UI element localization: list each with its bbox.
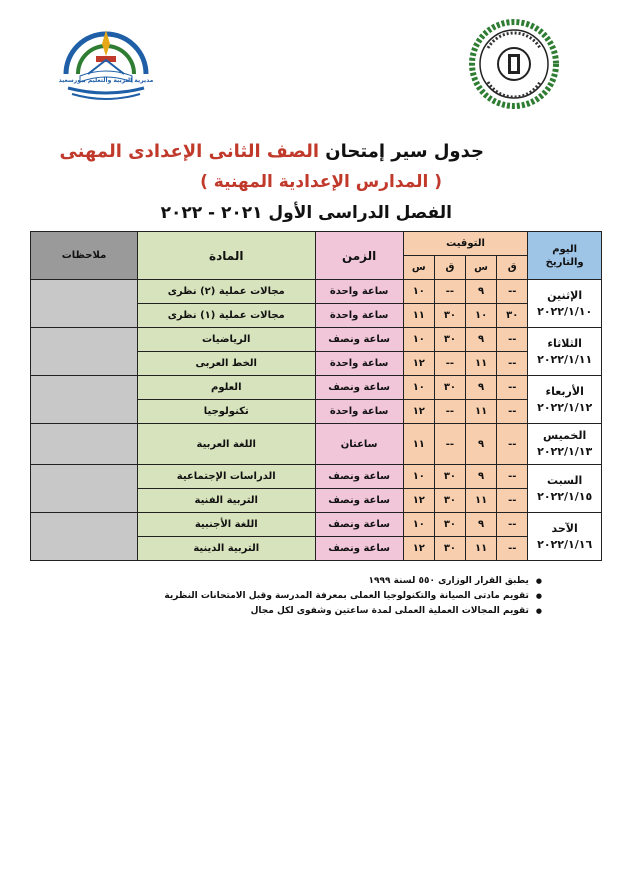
notes-list xyxy=(164,574,542,619)
notes-cell xyxy=(31,465,138,513)
time-from-hour: ١١ xyxy=(466,537,497,561)
table-row xyxy=(31,328,602,352)
time-from-minutes: -- xyxy=(497,352,528,376)
time-to-hour: ١٠ xyxy=(403,328,434,352)
timing-subheader: ق xyxy=(434,256,465,280)
exam-schedule-table xyxy=(30,231,602,561)
time-to-minutes: ٣٠ xyxy=(434,537,465,561)
day-name: الثلاثاء xyxy=(547,336,582,350)
time-to-hour: ١٢ xyxy=(403,489,434,513)
day-date-cell xyxy=(528,465,602,513)
day-date-cell xyxy=(528,513,602,561)
note-item: ● تقويم مادتى الصيانة والتكنولوجيا العملى بمعرفة المدرسة وقبل الامتحانات النظرية xyxy=(164,589,542,604)
time-from-minutes: -- xyxy=(497,465,528,489)
governorate-seal-logo xyxy=(468,18,560,110)
directorate-logo-text: مديرية التربية والتعليم ببورسعيد xyxy=(58,77,154,84)
duration-cell: ساعة واحدة xyxy=(315,304,403,328)
subject-cell: الخط العربى xyxy=(137,352,315,376)
day-date: ٢٠٢٢/١/١٢ xyxy=(537,400,593,414)
day-name: الإثنين xyxy=(547,288,583,302)
time-to-minutes: ٣٠ xyxy=(434,304,465,328)
time-from-hour: ١١ xyxy=(466,489,497,513)
day-header-line1: اليوم xyxy=(552,243,578,255)
duration-cell: ساعة ونصف xyxy=(315,465,403,489)
table-row xyxy=(31,280,602,304)
title-grade: الصف الثانى xyxy=(208,141,319,162)
timing-header: التوقيت xyxy=(403,232,528,256)
time-to-hour: ١٠ xyxy=(403,465,434,489)
time-from-minutes: -- xyxy=(497,537,528,561)
notes-header: ملاحظات xyxy=(31,232,138,280)
table-row xyxy=(31,376,602,400)
term-subtitle: الفصل الدراسى الأول ٢٠٢١ - ٢٠٢٢ xyxy=(160,203,452,223)
day-date: ٢٠٢٢/١/١٣ xyxy=(537,445,593,458)
title-prefix: جدول سير إمتحان xyxy=(325,141,484,162)
directorate-logo xyxy=(58,16,154,108)
time-from-minutes: ٣٠ xyxy=(497,304,528,328)
subject-cell: مجالات عملية (٢) نظرى xyxy=(137,280,315,304)
duration-cell: ساعة واحدة xyxy=(315,352,403,376)
subject-cell: تكنولوجيا xyxy=(137,400,315,424)
table-row xyxy=(31,513,602,537)
timing-subheader: س xyxy=(403,256,434,280)
time-from-hour: ٩ xyxy=(466,328,497,352)
time-from-hour: ٩ xyxy=(466,280,497,304)
duration-cell: ساعة ونصف xyxy=(315,537,403,561)
title-suffix: الإعدادى المهنى xyxy=(59,141,203,162)
timing-subheader: ق xyxy=(497,256,528,280)
notes-cell xyxy=(31,328,138,376)
duration-cell: ساعة ونصف xyxy=(315,513,403,537)
time-to-minutes: ٣٠ xyxy=(434,513,465,537)
time-to-minutes: ٣٠ xyxy=(434,489,465,513)
time-to-minutes: -- xyxy=(434,424,465,465)
subject-cell: العلوم xyxy=(137,376,315,400)
exam-title xyxy=(59,141,484,162)
day-date-cell xyxy=(528,280,602,328)
time-from-hour: ٩ xyxy=(466,465,497,489)
time-to-minutes: ٣٠ xyxy=(434,376,465,400)
duration-header: الزمن xyxy=(315,232,403,280)
notes-cell xyxy=(31,280,138,328)
time-to-hour: ١٠ xyxy=(403,376,434,400)
time-from-minutes: -- xyxy=(497,424,528,465)
day-date: ٢٠٢٢/١/١١ xyxy=(537,352,593,366)
time-from-minutes: -- xyxy=(497,376,528,400)
time-to-minutes: -- xyxy=(434,280,465,304)
day-date-cell xyxy=(528,424,602,465)
time-from-minutes: -- xyxy=(497,513,528,537)
time-from-minutes: -- xyxy=(497,280,528,304)
table-row xyxy=(31,424,602,465)
day-date-header xyxy=(528,232,602,280)
time-from-minutes: -- xyxy=(497,400,528,424)
day-name: السبت xyxy=(547,473,583,487)
notes-cell xyxy=(31,376,138,424)
time-to-hour: ١٢ xyxy=(403,352,434,376)
subject-cell: مجالات عملية (١) نظرى xyxy=(137,304,315,328)
day-date: ٢٠٢٢/١/١٥ xyxy=(537,489,593,503)
time-from-hour: ١١ xyxy=(466,352,497,376)
time-from-minutes: -- xyxy=(497,328,528,352)
duration-cell: ساعة ونصف xyxy=(315,489,403,513)
duration-cell: ساعة واحدة xyxy=(315,400,403,424)
time-from-hour: ٩ xyxy=(466,424,497,465)
time-to-hour: ١٠ xyxy=(403,280,434,304)
timing-subheader: س xyxy=(466,256,497,280)
notes-cell xyxy=(31,424,138,465)
subject-cell: الدراسات الإجتماعية xyxy=(137,465,315,489)
day-date: ٢٠٢٢/١/١٠ xyxy=(537,304,593,318)
table-row xyxy=(31,465,602,489)
note-item: ● تقويم المجالات العملية العملى لمدة ساعتين وشفوى لكل مجال xyxy=(164,604,542,619)
duration-cell: ساعة ونصف xyxy=(315,376,403,400)
subject-header: المادة xyxy=(137,232,315,280)
day-name: الخميس xyxy=(543,429,587,442)
duration-cell: ساعة ونصف xyxy=(315,328,403,352)
subject-cell: اللغة العربية xyxy=(137,424,315,465)
subject-cell: اللغة الأجنبية xyxy=(137,513,315,537)
time-to-hour: ١١ xyxy=(403,304,434,328)
time-from-minutes: -- xyxy=(497,489,528,513)
time-from-hour: ١٠ xyxy=(466,304,497,328)
time-to-hour: ١٢ xyxy=(403,537,434,561)
duration-cell: ساعة واحدة xyxy=(315,280,403,304)
day-name: الآحد xyxy=(551,521,578,535)
note-item: ● يطبق القرار الوزارى ٥٥٠ لسنة ١٩٩٩ xyxy=(164,574,542,589)
day-date: ٢٠٢٢/١/١٦ xyxy=(537,537,593,551)
day-date-cell xyxy=(528,328,602,376)
time-to-minutes: ٣٠ xyxy=(434,328,465,352)
duration-cell: ساعتان xyxy=(315,424,403,465)
time-from-hour: ٩ xyxy=(466,513,497,537)
schools-subtitle: ( المدارس الإعدادية المهنية ) xyxy=(200,172,442,192)
time-to-hour: ١٢ xyxy=(403,400,434,424)
time-from-hour: ١١ xyxy=(466,400,497,424)
day-name: الأربعاء xyxy=(545,384,584,398)
time-to-hour: ١١ xyxy=(403,424,434,465)
notes-cell xyxy=(31,513,138,561)
time-to-hour: ١٠ xyxy=(403,513,434,537)
time-from-hour: ٩ xyxy=(466,376,497,400)
time-to-minutes: -- xyxy=(434,400,465,424)
day-header-line2: والتاريخ xyxy=(545,256,584,268)
subject-cell: التربية الدينية xyxy=(137,537,315,561)
day-date-cell xyxy=(528,376,602,424)
subject-cell: التربية الفنية xyxy=(137,489,315,513)
time-to-minutes: -- xyxy=(434,352,465,376)
time-to-minutes: ٣٠ xyxy=(434,465,465,489)
subject-cell: الرياضيات xyxy=(137,328,315,352)
